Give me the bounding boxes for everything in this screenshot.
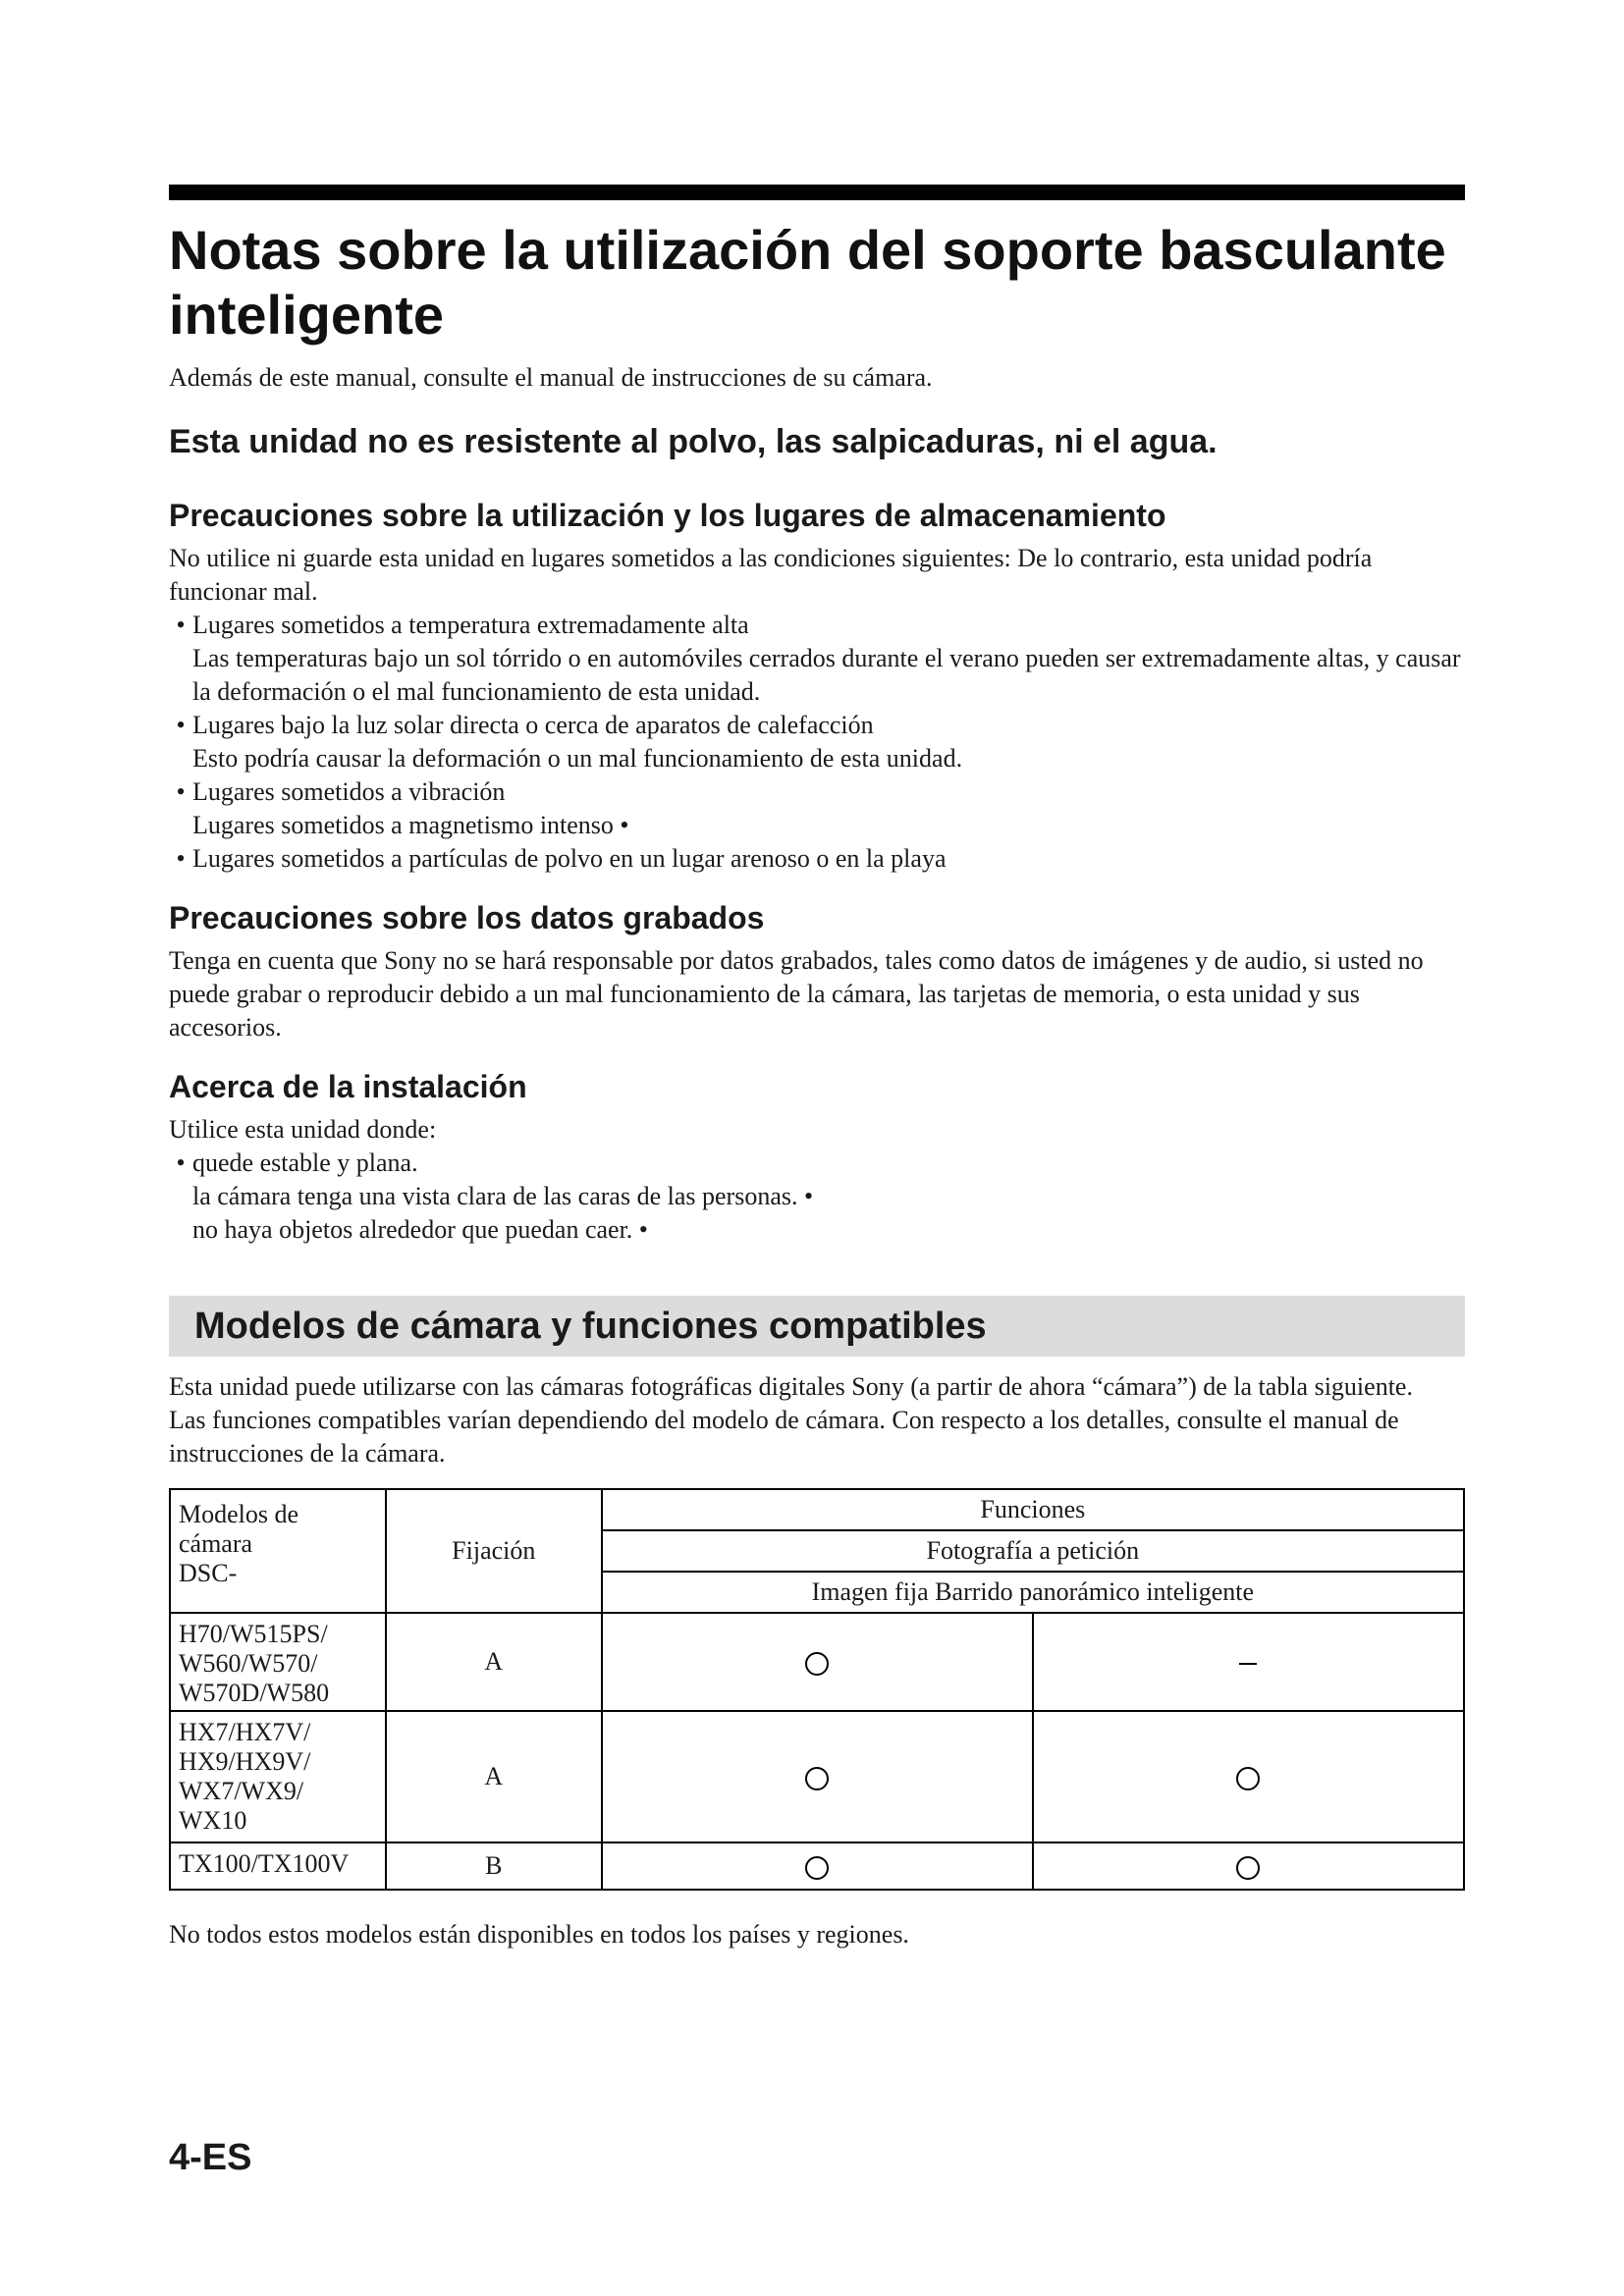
dash-icon bbox=[1239, 1663, 1257, 1665]
intro-text: Además de este manual, consulte el manual de instrucciones de su cámara. bbox=[169, 363, 933, 392]
warning-heading: Esta unidad no es resistente al polvo, las salpicaduras, ni el agua. bbox=[169, 423, 1218, 460]
list-item: • Lugares sometidos a partículas de polvo en un lugar arenoso o en la playa bbox=[169, 842, 1465, 876]
table-row bbox=[170, 1613, 1464, 1711]
section-install-heading: Acerca de la instalación bbox=[169, 1069, 527, 1104]
list-item: • Lugares bajo la luz solar directa o cerca de aparatos de calefacción bbox=[169, 709, 1465, 742]
table-row bbox=[170, 1711, 1464, 1842]
sweep-cell bbox=[1033, 1613, 1464, 1711]
col-fixation-header: Fijación bbox=[386, 1489, 602, 1613]
section-install bbox=[169, 1068, 1465, 1247]
table-row bbox=[170, 1842, 1464, 1890]
bullet-icon: • bbox=[176, 844, 186, 873]
section-usage-heading: Precauciones sobre la utilización y los lugares de almacenamiento bbox=[169, 498, 1166, 533]
section-install-text: Utilice esta unidad donde: bbox=[169, 1115, 437, 1144]
list-item: la cámara tenga una vista clara de las caras de las personas. • bbox=[192, 1182, 814, 1210]
table-header-row bbox=[170, 1489, 1464, 1530]
list-item: • Lugares sometidos a temperatura extremadamente alta bbox=[169, 609, 1465, 642]
compat-para-2: Las funciones compatibles varían dependiendo del modelo de cámara. Con respecto a los detalles, consulte el manual de instrucciones de la cámara. bbox=[169, 1406, 1399, 1468]
section-data bbox=[169, 899, 1465, 1044]
section-usage-text: No utilice ni guarde esta unidad en lugares sometidos a las condiciones siguientes: De lo contrario, esta unidad podría funcionar mal. bbox=[169, 544, 1373, 606]
circle-icon bbox=[805, 1856, 829, 1880]
section-data-text: Tenga en cuenta que Sony no se hará responsable por datos grabados, tales como datos de imágenes y de audio, si usted no puede grabar o reproducir debido a un mal funcionamiento de la cámara, las tarjetas de memoria, o esta unidad y sus accesorios. bbox=[169, 946, 1424, 1041]
list-item: Esto podría causar la deformación o un mal funcionamiento de esta unidad. bbox=[192, 744, 963, 773]
bullet-icon: • bbox=[176, 777, 186, 806]
model-cell: HX7/HX7V/ HX9/HX9V/ WX7/WX9/ WX10 bbox=[170, 1711, 386, 1842]
still-cell bbox=[602, 1711, 1033, 1842]
circle-icon bbox=[1236, 1856, 1260, 1880]
sweep-cell bbox=[1033, 1711, 1464, 1842]
sweep-cell bbox=[1033, 1842, 1464, 1890]
availability-note: No todos estos modelos están disponibles en todos los países y regiones. bbox=[169, 1920, 909, 1949]
fixation-cell: A bbox=[386, 1711, 602, 1842]
header-rule bbox=[169, 185, 1465, 200]
fixation-cell: B bbox=[386, 1842, 602, 1890]
circle-icon bbox=[805, 1767, 829, 1790]
still-cell bbox=[602, 1613, 1033, 1711]
bullet-icon: • bbox=[176, 711, 186, 739]
compat-table bbox=[169, 1488, 1465, 1891]
model-cell: TX100/TX100V bbox=[170, 1842, 386, 1890]
fixation-cell: A bbox=[386, 1613, 602, 1711]
list-item: Lugares sometidos a magnetismo intenso • bbox=[192, 811, 629, 839]
section-usage bbox=[169, 497, 1465, 876]
page-number: 4-ES bbox=[169, 2137, 252, 2178]
page-content bbox=[169, 185, 1465, 1951]
bullet-icon: • bbox=[176, 611, 186, 639]
circle-icon bbox=[1236, 1767, 1260, 1790]
list-item: Las temperaturas bajo un sol tórrido o en automóviles cerrados durante el verano pueden ser extremadamente altas, y causar la deformación o el mal funcionamiento de esta unidad. bbox=[192, 644, 1461, 706]
col-functions-header: Funciones bbox=[602, 1489, 1464, 1530]
bullet-icon: • bbox=[176, 1148, 186, 1177]
list-item: • Lugares sometidos a vibración bbox=[169, 775, 1465, 809]
model-cell: H70/W515PS/ W560/W570/ W570D/W580 bbox=[170, 1613, 386, 1711]
compat-heading: Modelos de cámara y funciones compatibles bbox=[169, 1296, 1465, 1357]
still-cell bbox=[602, 1842, 1033, 1890]
install-list bbox=[169, 1147, 1465, 1247]
list-item: no haya objetos alrededor que puedan caer. • bbox=[192, 1215, 648, 1244]
col-photo-request-header: Fotografía a petición bbox=[602, 1530, 1464, 1572]
compat-para-1: Esta unidad puede utilizarse con las cámaras fotográficas digitales Sony (a partir de ahora “cámara”) de la tabla siguiente. bbox=[169, 1372, 1413, 1401]
col-models-header: Modelos de cámara DSC- bbox=[170, 1489, 386, 1613]
usage-list bbox=[169, 609, 1465, 876]
section-data-heading: Precauciones sobre los datos grabados bbox=[169, 900, 765, 935]
page-title: Notas sobre la utilización del soporte basculante inteligente bbox=[169, 219, 1446, 346]
col-still-sweep-header: Imagen fija Barrido panorámico inteligente bbox=[602, 1572, 1464, 1613]
list-item: • quede estable y plana. bbox=[169, 1147, 1465, 1180]
circle-icon bbox=[805, 1652, 829, 1676]
